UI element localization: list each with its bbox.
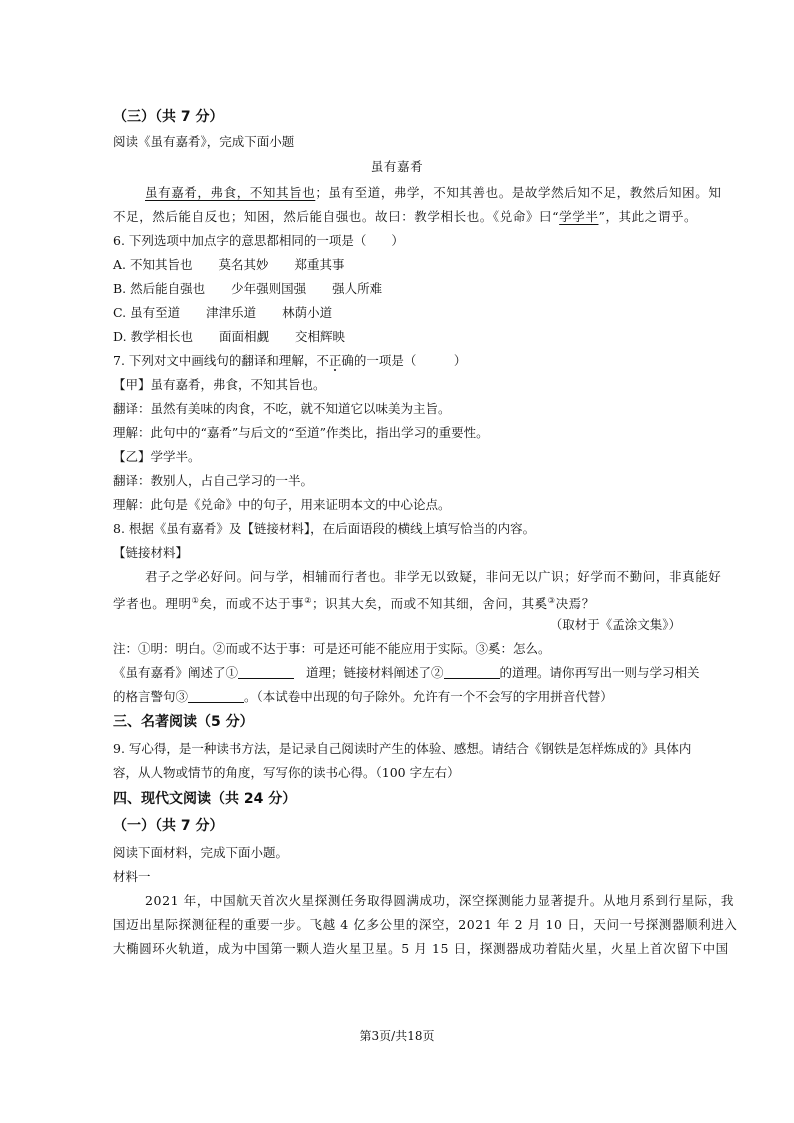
question-8-stem: 8. 根据《虽有嘉肴》及【链接材料】，在后面语段的横线上填写恰当的内容。 [113, 521, 536, 536]
passage-instruction: 阅读《虽有嘉肴》，完成下面小题 [113, 134, 295, 149]
link-material-line-1: 君子之学必好问。问与学，相辅而行者也。非学无以致疑，非问无以广识；好学而不勤问，非真能好 [145, 569, 722, 584]
section-4-title: 四、现代文阅读（共 24 分） [113, 791, 297, 807]
section-3-3-title: （三）（共 7 分） [113, 109, 224, 125]
section-3-title: 三、名著阅读（5 分） [113, 714, 254, 730]
question-7-jia-understanding: 理解：此句中的“嘉肴”与后文的“至道”作类比，指出学习的重要性。 [113, 425, 489, 440]
answer-blank-1[interactable] [238, 665, 294, 679]
page-number: 第3页/共18页 [359, 1029, 435, 1043]
question-7-jia-translation: 翻译：虽然有美味的肉食，不吃，就不知道它以味美为主旨。 [113, 401, 451, 416]
question-6-option-a: A. 不知其旨也 莫名其妙 郑重其事 [113, 257, 345, 272]
passage-line-2: 不足，然后能自反也；知困，然后能自强也。故曰：教学相长也。《兑命》曰“学学半”，其此之谓乎。 [113, 209, 698, 224]
link-material-title: 【链接材料】 [113, 545, 189, 560]
passage-title: 虽有嘉肴 [370, 159, 424, 174]
question-7-jia: 【甲】虽有嘉肴，弗食，不知其旨也。 [113, 377, 326, 392]
material-1-line-1: 2021 年，中国航天首次火星探测任务取得圆满成功，深空探测能力显著提升。从地月系到行星际，我 [145, 893, 734, 908]
question-6-stem: 6. 下列选项中加点字的意思都相同的一项是（ ） [113, 233, 404, 248]
question-7-yi: 【乙】学学半。 [113, 449, 201, 464]
question-6-option-b: B. 然后能自强也 少年强则国强 强人所难 [113, 281, 383, 296]
question-6-option-c: C. 虽有至道 津津乐道 林荫小道 [113, 305, 333, 320]
material-1-line-3: 大椭圆环火轨道，成为中国第一颗人造火星卫星。5 月 15 日，探测器成功着陆火星，火星上首次留下中国 [113, 941, 729, 956]
question-7-yi-translation: 翻译：教别人，占自己学习的一半。 [113, 473, 314, 488]
dotted-emphasis: 不正确 [316, 353, 354, 368]
question-6-option-d: D. 教学相长也 面面相觑 交相辉映 [113, 329, 346, 344]
answer-blank-3[interactable] [188, 689, 244, 703]
material-1-label: 材料一 [113, 869, 151, 884]
question-8-fill-line-1: 《虽有嘉肴》阐述了① 道理；链接材料阐述了② 的道理。请你再写出一则与学习相关 [113, 665, 700, 680]
underlined-sentence-yi: 学学半 [559, 209, 599, 224]
answer-blank-2[interactable] [444, 665, 500, 679]
question-7-stem: 7. 下列对文中画线句的翻译和理解，不正确的一项是（ ） [113, 353, 467, 368]
question-8-fill-line-2: 的格言警句③ 。（本试卷中出现的句子除外。允许有一个不会写的字用拼音代替） [113, 689, 613, 704]
link-material-source: （取材于《孟涂文集》） [549, 617, 681, 632]
underlined-sentence-jia: 虽有嘉肴，弗食，不知其旨也 [145, 185, 316, 200]
section-4-instruction: 阅读下面材料，完成下面小题。 [113, 845, 289, 860]
section-4-1-title: （一）（共 7 分） [113, 818, 224, 834]
material-1-line-2: 国迈出星际探测征程的重要一步。飞越 4 亿多公里的深空，2021 年 2 月 10 日，天问一号探测器顺利进入 [113, 917, 738, 932]
passage-line-1: 虽有嘉肴，弗食，不知其旨也；虽有至道，弗学，不知其善也。是故学然后知不足，教然后知困。知 [145, 185, 722, 200]
question-9-line-2: 容，从人物或情节的角度，写写你的读书心得。（100 字左右） [113, 765, 460, 780]
question-9-line-1: 9. 写心得，是一种读书方法，是记录自己阅读时产生的体验、感想。请结合《钢铁是怎样炼成的》具体内 [113, 741, 692, 756]
link-material-line-2: 学者也。理明①矣，而或不达于事②；识其大矣，而或不知其细，舍问，其奚③决焉？ [113, 596, 595, 612]
link-material-notes: 注：①明：明白。②而或不达于事：可是还可能不能应用于实际。③奚：怎么。 [113, 641, 551, 656]
question-7-yi-understanding: 理解：此句是《兑命》中的句子，用来证明本文的中心论点。 [113, 497, 451, 512]
